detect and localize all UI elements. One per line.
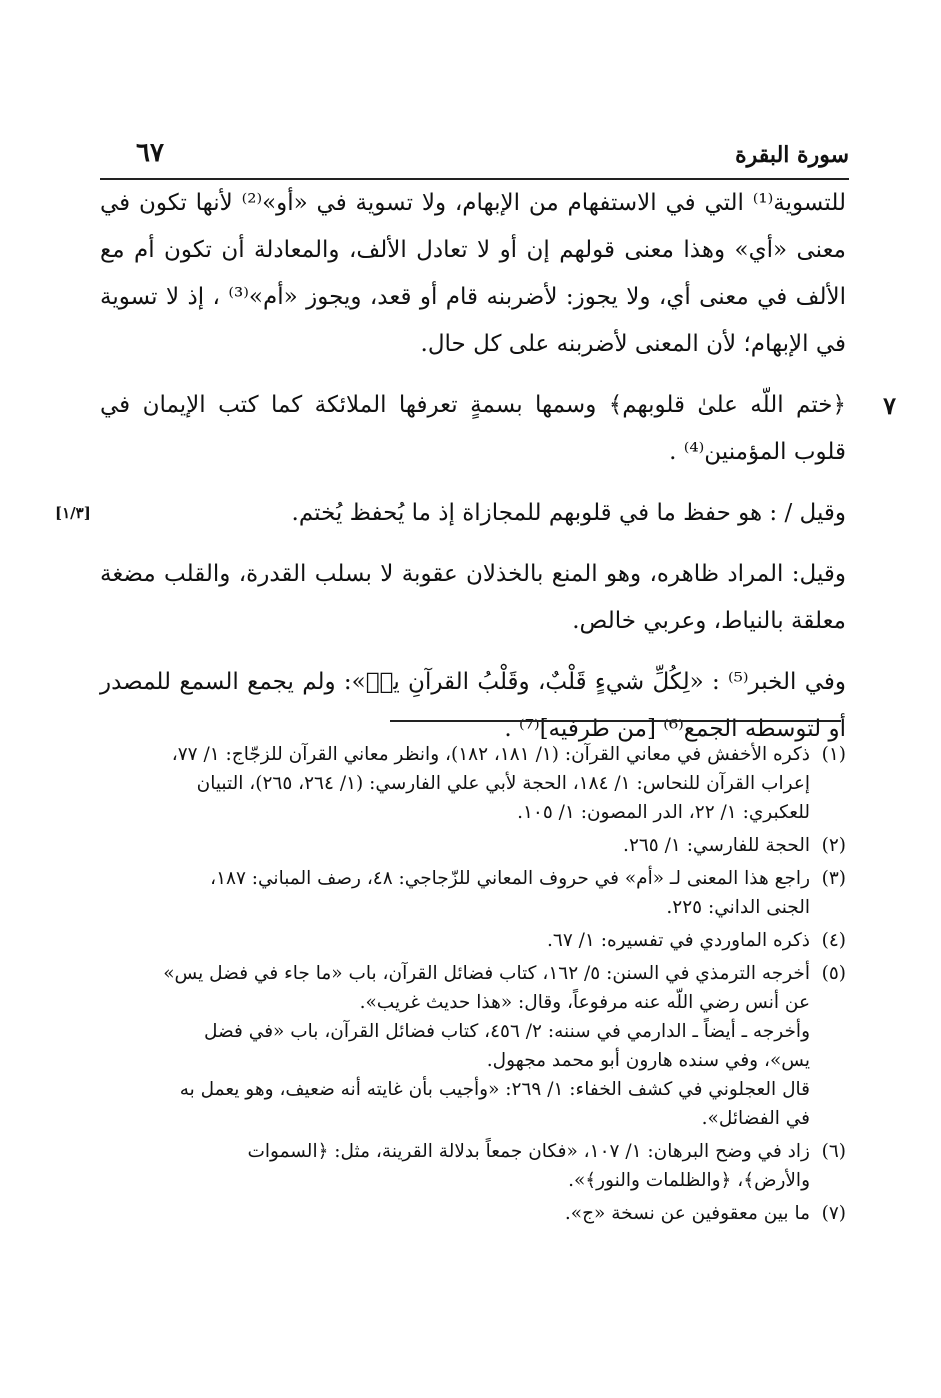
footnotes: [100, 740, 846, 1232]
footnote-line: والأرض﴾، ﴿والظلمات والنور﴾».: [568, 1170, 810, 1191]
paragraph-5: وفي الخبر⁽⁵⁾ : «لِكُلِّ شيءٍ قَلْبٌ، وقَلْبُ القرآنِ يسۤ»: ولم يجمع السمع للمصدر أو لتوسطه الجمع⁽⁶⁾ [من طرفيه]⁽⁷⁾ .: [100, 669, 847, 742]
running-title: سورة البقرة: [735, 142, 849, 168]
paragraph-4: وقيل: المراد ظاهره، وهو المنع بالخذلان عقوبة لا بسلب القدرة، والقلب مضغة معلقة بالنياط، وعربي خالص.: [100, 561, 846, 634]
footnote-line: الجنى الداني: ٢٢٥.: [666, 897, 810, 918]
footnote-line: زاد في وضح البرهان: ١/ ١٠٧، «فكان جمعاً بدلالة القرينة، مثل: ﴿السموات: [247, 1141, 810, 1162]
footnote-line: للعكبري: ١/ ٢٢، الدر المصون: ١/ ١٠٥.: [517, 802, 810, 823]
footnote-number: (٢): [821, 835, 846, 856]
footnote-number: (٤): [821, 930, 846, 951]
footnote-number: (٧): [821, 1203, 846, 1224]
footnote: [100, 864, 846, 922]
footnote: [100, 959, 846, 1133]
main-text: [55, 180, 896, 753]
footnote-line: ذكره الماوردي في تفسيره: ١/ ٦٧.: [547, 930, 810, 951]
footnote-number: (١): [821, 744, 846, 765]
paragraph-1: للتسوية⁽¹⁾ التي في الاستفهام من الإبهام، ولا تسوية في «أو»⁽²⁾ لأنها تكون في معنى «أي» وهذا معنى قولهم إن أو لا تعادل الألف، والمعادلة أن تكون أم مع الألف في معنى أي، ولا يجوز: لأضربنه قام أو قعد، ويجوز «أم»⁽³⁾ ، إذ لا تسوية في الإبهام؛ لأن المعنى لأضربنه على كل حال.: [100, 190, 846, 357]
paragraph-2: ﴿ختم اللّه علىٰ قلوبهم﴾ وسمها بسمةٍ تعرفها الملائكة كما كتب الإيمان في قلوب المؤمنين⁽⁴⁾ .: [100, 392, 846, 465]
footnote: [100, 1199, 846, 1228]
footnote-number: (٥): [821, 963, 846, 984]
footnote-line: يس»، وفي سنده هارون أبو محمد مجهول.: [486, 1050, 810, 1071]
footnote-line: وأخرجه ـ أيضاً ـ الدارمي في سننه: ٢/ ٤٥٦، كتاب فضائل القرآن، باب «في فضل: [204, 1021, 810, 1042]
footnote: [100, 926, 846, 955]
footnote-line: إعراب القرآن للنحاس: ١/ ١٨٤، الحجة لأبي علي الفارسي: (١/ ٢٦٤، ٢٦٥)، التبيان: [196, 773, 810, 794]
footnote-separator: [390, 720, 841, 722]
footnote-number: (٦): [821, 1141, 846, 1162]
footnote-line: أخرجه الترمذي في السنن: ٥/ ١٦٢، كتاب فضائل القرآن، باب «ما جاء في فضل يس»: [163, 963, 810, 984]
footnote-line: في الفضائل».: [701, 1108, 810, 1129]
footnote-line: ذكره الأخفش في معاني القرآن: (١/ ١٨١، ١٨٢)، وانظر معاني القرآن للزجّاج: ١/ ٧٧،: [171, 744, 810, 765]
footnote-line: ما بين معقوفين عن نسخة «ج».: [564, 1203, 810, 1224]
footnote: [100, 831, 846, 860]
page-header: [100, 138, 849, 180]
paragraph-3-block: [55, 490, 846, 537]
verse-number: ٧: [883, 391, 896, 420]
page-number: ٦٧: [136, 138, 164, 168]
footnote-line: الحجة للفارسي: ١/ ٢٦٥.: [623, 835, 810, 856]
manuscript-folio-marker: [١/٣]: [55, 504, 91, 522]
footnote-line: عن أنس رضي اللّه عنه مرفوعاً، وقال: «هذا حديث غريب».: [359, 992, 810, 1013]
footnote: [100, 1137, 846, 1195]
paragraph-2-block: [100, 382, 896, 476]
footnote-line: قال العجلوني في كشف الخفاء: ١/ ٢٦٩: «وأجيب بأن غايته أنه ضعيف، وهو يعمل به: [179, 1079, 810, 1100]
footnote-line: راجع هذا المعنى لـ «أم» في حروف المعاني للزّجاجي: ٤٨، رصف المباني: ١٨٧،: [210, 868, 810, 889]
footnote: [100, 740, 846, 827]
footnote-number: (٣): [821, 868, 846, 889]
paragraph-3: وقيل / : هو حفظ ما في قلوبهم للمجازاة إذ ما يُحفظ يُختم.: [291, 500, 846, 526]
